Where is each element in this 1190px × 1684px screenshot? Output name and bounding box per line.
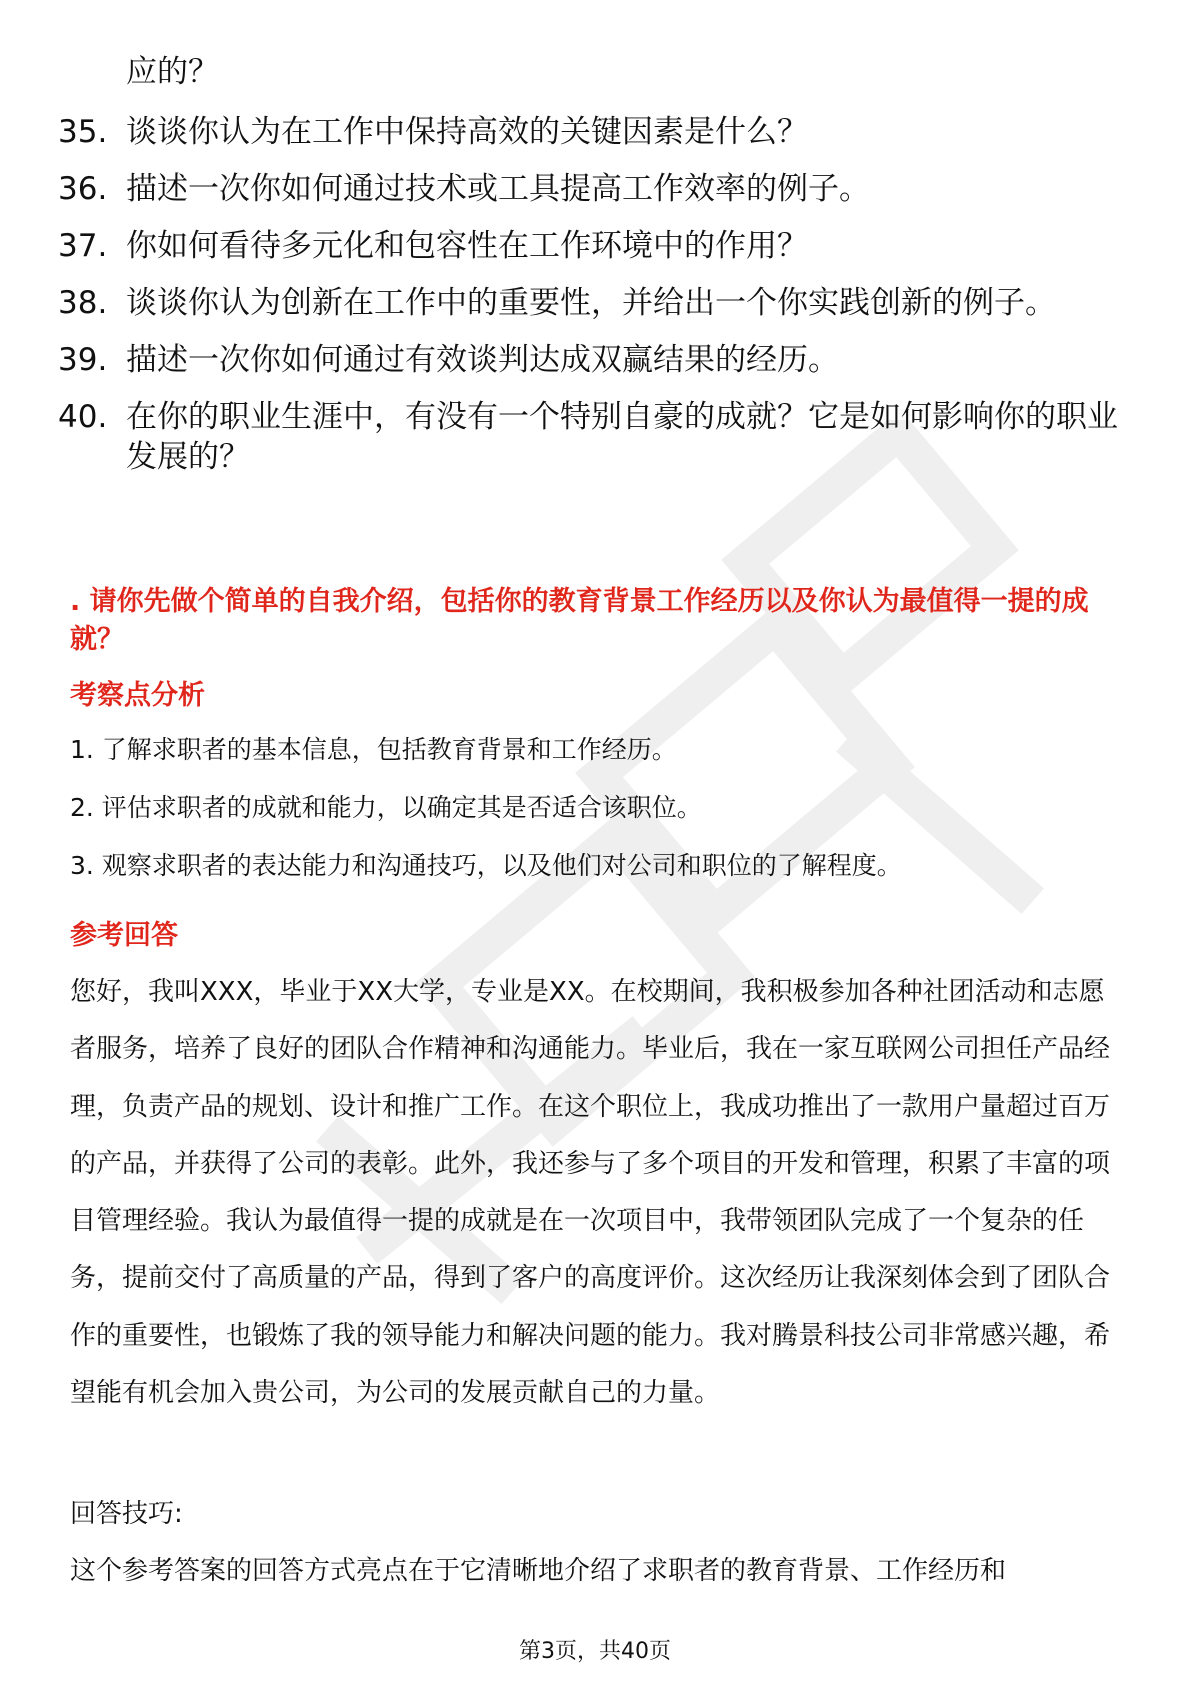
question-number: 37. (58, 228, 108, 264)
tips-label: 回答技巧: (70, 1499, 183, 1529)
question-text: 在你的职业生涯中，有没有一个特别自豪的成就？它是如何影响你的职业发展的？ (126, 399, 1118, 475)
section-title: . 请你先做个简单的自我介绍，包括你的教育背景工作经历以及你认为最值得一提的成就？ (70, 586, 1089, 655)
question-list (58, 112, 1118, 477)
question-number: 40. (58, 399, 108, 435)
question-text: 你如何看待多元化和包容性在工作环境中的作用？ (126, 228, 808, 264)
analysis-list (70, 732, 902, 906)
question-number: 36. (58, 171, 108, 207)
question-item (58, 340, 1118, 380)
tips-text: 这个参考答案的回答方式亮点在于它清晰地介绍了求职者的教育背景、工作经历和 (70, 1556, 1007, 1586)
reference-heading: 参考回答 (70, 920, 178, 951)
question-number: 39. (58, 342, 108, 378)
question-item (58, 397, 1118, 477)
analysis-point: 2. 评估求职者的成就和能力，以确定其是否适合该职位。 (70, 793, 702, 822)
question-item (58, 112, 1118, 152)
question-text: 描述一次你如何通过技术或工具提高工作效率的例子。 (126, 171, 870, 207)
analysis-point: 1. 了解求职者的基本信息，包括教育背景和工作经历。 (70, 735, 677, 764)
question-item (58, 226, 1118, 266)
question-continuation: 应的？ (126, 54, 219, 90)
question-number: 35. (58, 114, 108, 150)
question-number: 38. (58, 285, 108, 321)
reference-answer: 您好，我叫XXX，毕业于XX大学，专业是XX。在校期间，我积极参加各种社团活动和志愿者服务，培养了良好的团队合作精神和沟通能力。毕业后，我在一家互联网公司担任产品经理，负责产品的规划、设计和推广工作。在这个职位上，我成功推出了一款用户量超过百万的产品，并获得了公司的表彰。此外，我还参与了多个项目的开发和管理，积累了丰富的项目管理经验。我认为最值得一提的成就是在一次项目中，我带领团队完成了一个复杂的任务，提前交付了高质量的产品，得到了客户的高度评价。这次经历让我深刻体会到了团队合作的重要性，也锻炼了我的领导能力和解决问题的能力。我对腾景科技公司非常感兴趣，希望能有机会加入贵公司，为公司的发展贡献自己的力量。 (70, 977, 1111, 1409)
analysis-heading: 考察点分析 (70, 680, 205, 711)
question-text: 描述一次你如何通过有效谈判达成双赢结果的经历。 (126, 342, 839, 378)
question-item (58, 283, 1118, 323)
question-item (58, 169, 1118, 209)
question-text: 谈谈你认为在工作中保持高效的关键因素是什么？ (126, 114, 808, 150)
page-footer: 第3页，共40页 (519, 1639, 671, 1664)
question-text: 谈谈你认为创新在工作中的重要性，并给出一个你实践创新的例子。 (126, 285, 1056, 321)
analysis-point: 3. 观察求职者的表达能力和沟通技巧，以及他们对公司和职位的了解程度。 (70, 851, 902, 880)
